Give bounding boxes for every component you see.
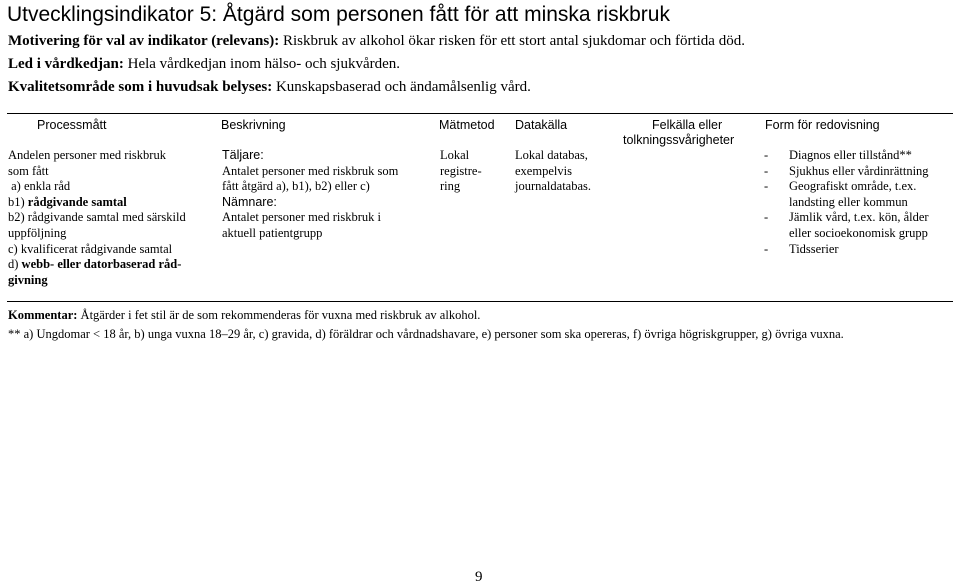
cell-form xyxy=(764,148,954,257)
kommentar-line xyxy=(8,308,480,323)
beskrivning-label: Täljare: xyxy=(222,148,264,162)
dash-bullet-icon: - xyxy=(764,241,769,256)
processmatt-line: b2) rådgivande samtal med särskild xyxy=(8,210,186,225)
form-list-item xyxy=(764,242,954,258)
processmatt-line xyxy=(8,195,213,211)
form-item-text: landsting eller kommun xyxy=(789,194,908,209)
beskrivning-line: aktuell patientgrupp xyxy=(222,225,323,240)
processmatt-line: c) kvalificerat rådgivande samtal xyxy=(8,241,173,256)
datakalla-line: journaldatabas. xyxy=(515,179,592,194)
form-list-item xyxy=(764,148,954,164)
processmatt-line: som fått xyxy=(8,163,49,178)
page-title: Utvecklingsindikator 5: Åtgärd som personen fått för att minska riskbruk xyxy=(7,3,670,26)
motivering-label: Motivering för val av indikator (relevans): xyxy=(8,33,280,49)
cell-datakalla xyxy=(515,148,630,195)
beskrivning-line: Antalet personer med riskbruk som xyxy=(222,163,399,178)
vardkedja-text: Hela vårdkedjan inom hälso- och sjukvården. xyxy=(123,56,401,72)
vardkedja-label: Led i vårdkedjan: xyxy=(8,56,124,72)
processmatt-prefix: b1) xyxy=(8,194,28,209)
cell-beskrivning xyxy=(222,148,432,242)
form-list-item xyxy=(764,179,954,195)
form-item-text: eller socioekonomisk grupp xyxy=(789,225,928,240)
processmatt-line: a) enkla råd xyxy=(8,179,71,194)
vardkedja-line xyxy=(8,56,400,73)
kommentar-text: Åtgärder i fet stil är de som rekommenderas för vuxna med riskbruk av alkohol. xyxy=(77,308,481,322)
table-top-rule xyxy=(7,113,953,114)
header-form: Form för redovisning xyxy=(765,118,880,132)
form-item-text: Sjukhus eller vårdinrättning xyxy=(789,163,929,178)
kvalitet-text: Kunskapsbaserad och ändamålsenlig vård. xyxy=(272,79,531,95)
kommentar-label: Kommentar: xyxy=(8,308,78,322)
kvalitet-line xyxy=(8,79,531,96)
dash-bullet-icon: - xyxy=(764,163,769,178)
processmatt-bold: givning xyxy=(8,272,48,287)
kvalitet-label: Kvalitetsområde som i huvudsak belyses: xyxy=(8,79,273,95)
header-datakalla: Datakälla xyxy=(515,118,568,132)
beskrivning-label: Nämnare: xyxy=(222,194,277,209)
header-felkalla-line2: tolkningssvårigheter xyxy=(623,133,735,147)
processmatt-line: uppföljning xyxy=(8,225,67,240)
form-item-text: Tidsserier xyxy=(789,241,839,256)
matmetod-line: Lokal xyxy=(440,148,470,162)
header-matmetod: Mätmetod xyxy=(439,118,495,132)
datakalla-line: Lokal databas, xyxy=(515,148,588,162)
processmatt-line: Andelen personer med riskbruk xyxy=(8,148,166,162)
page-number: 9 xyxy=(475,569,483,585)
datakalla-line: exempelvis xyxy=(515,163,572,178)
dash-bullet-icon: - xyxy=(764,210,769,225)
dash-bullet-icon: - xyxy=(764,179,769,194)
form-item-text: Geografiskt område, t.ex. xyxy=(789,179,917,194)
footnote: ** a) Ungdomar < 18 år, b) unga vuxna 18‒29 år, c) gravida, d) föräldrar och vårdnadshavare, e) personer som ska opereras, f) övriga högriskgrupper, g) övriga vuxna. xyxy=(8,327,844,341)
processmatt-line xyxy=(8,257,213,273)
header-beskrivning: Beskrivning xyxy=(221,118,286,132)
cell-matmetod xyxy=(440,148,510,195)
form-item-text: Diagnos eller tillstånd** xyxy=(789,148,912,162)
beskrivning-line: Antalet personer med riskbruk i xyxy=(222,210,381,225)
cell-processmatt xyxy=(8,148,213,288)
processmatt-bold: rådgivande samtal xyxy=(27,194,127,209)
form-list-item-continued xyxy=(764,195,954,211)
beskrivning-line: fått åtgärd a), b1), b2) eller c) xyxy=(222,179,370,194)
processmatt-prefix: d) xyxy=(8,257,22,272)
table-bottom-rule xyxy=(7,301,953,302)
form-list-item xyxy=(764,210,954,226)
header-felkalla xyxy=(623,118,735,148)
form-list-item-continued xyxy=(764,226,954,242)
motivering-text: Riskbruk av alkohol ökar risken för ett stort antal sjukdomar och förtida död. xyxy=(279,33,745,49)
matmetod-line: registre- xyxy=(440,163,482,178)
matmetod-line: ring xyxy=(440,179,461,194)
header-felkalla-line1: Felkälla eller xyxy=(652,118,723,132)
form-list-item xyxy=(764,164,954,180)
dash-bullet-icon: - xyxy=(764,148,769,162)
motivering-line xyxy=(8,33,745,50)
processmatt-bold: webb- eller datorbaserad råd- xyxy=(21,257,182,272)
processmatt-line xyxy=(8,273,213,289)
form-item-text: Jämlik vård, t.ex. kön, ålder xyxy=(789,210,929,225)
header-processmatt: Processmått xyxy=(37,118,107,132)
